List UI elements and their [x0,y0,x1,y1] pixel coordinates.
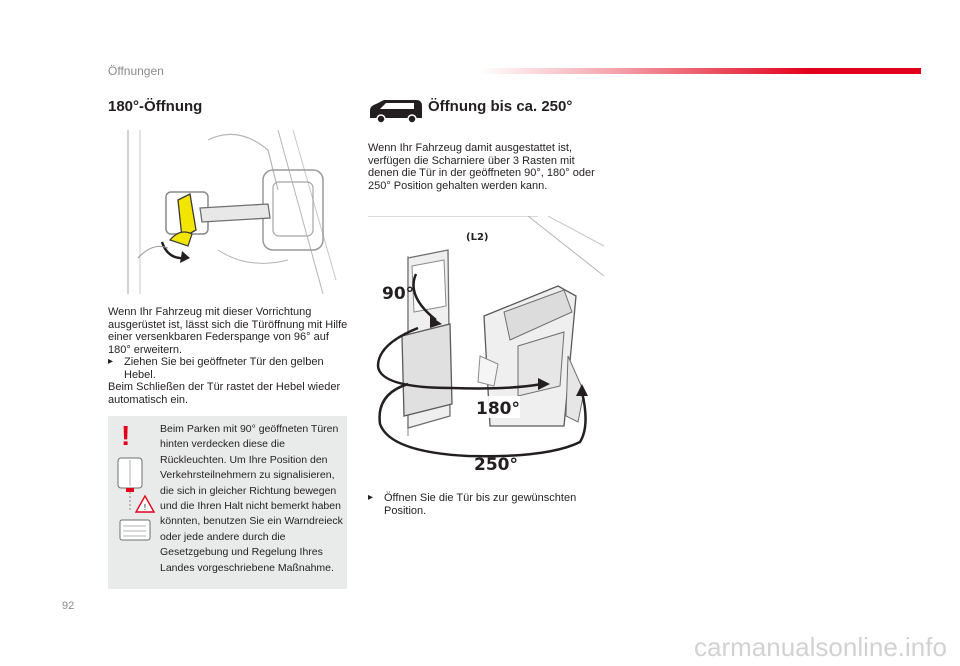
left-intro-text: Wenn Ihr Fahrzeug mit dieser Vorrichtung ausgerüstet ist, lässt sich die Türöffnung mit Hilfe einer versenkbaren Federspange von 96° auf 180° erweitern. [108,306,348,356]
angle-180-label: 180° [476,399,520,419]
section-label: Öffnungen [108,64,164,78]
left-title: 180°-Öffnung [108,98,203,115]
watermark: carmanualsonline.info [694,632,947,662]
warning-triangle-parking-icon [114,456,156,546]
right-paragraph: Wenn Ihr Fahrzeug damit ausgestattet ist, verfügen die Scharniere über 3 Rasten mit denen die Tür in der geöffneten 90°, 180° oder 250° Position gehalten werden kann. [368,142,595,192]
header-accent-line [478,68,921,74]
svg-text:!: ! [143,503,147,512]
right-bullet [368,492,608,517]
hinge-lever-illustration [118,130,340,294]
warning-text: Beim Parken mit 90° geöffneten Türen hinten verdecken diese die Rückleuchten. Um Ihre Position den Verkehrsteilnehmern zu signalisieren, die sich in gleicher Richtung bewegen und die Ihren Halt nicht bemerkt haben könnten, benutzen Sie ein Warndreieck oder jede andere durch die Gesetzgebung und Regelung Ihres Landes vorgeschriebene Maßnahme. [160,423,343,574]
van-icon [368,98,424,124]
left-closing-text: Beim Schließen der Tür rastet der Hebel wieder automatisch ein. [108,381,341,406]
exclamation-icon: ! [121,420,131,451]
left-paragraph [108,306,350,406]
door-opening-illustration [368,216,604,474]
angle-90-label: 90° [382,284,415,304]
warning-box [108,416,347,589]
left-bullet-text: Ziehen Sie bei geöffneter Tür den gelben Hebel. [124,356,324,381]
right-title: Öffnung bis ca. 250° [428,98,573,115]
bullet-arrow-icon: ▸ [108,356,114,367]
figure-label: (L2) [466,232,489,243]
bullet-arrow-icon: ▸ [368,492,374,503]
angle-250-label: 250° [474,455,518,474]
right-bullet-text: Öffnen Sie die Tür bis zur gewünschten Position. [384,492,577,517]
left-bullet [108,356,350,381]
page-number: 92 [62,600,75,612]
